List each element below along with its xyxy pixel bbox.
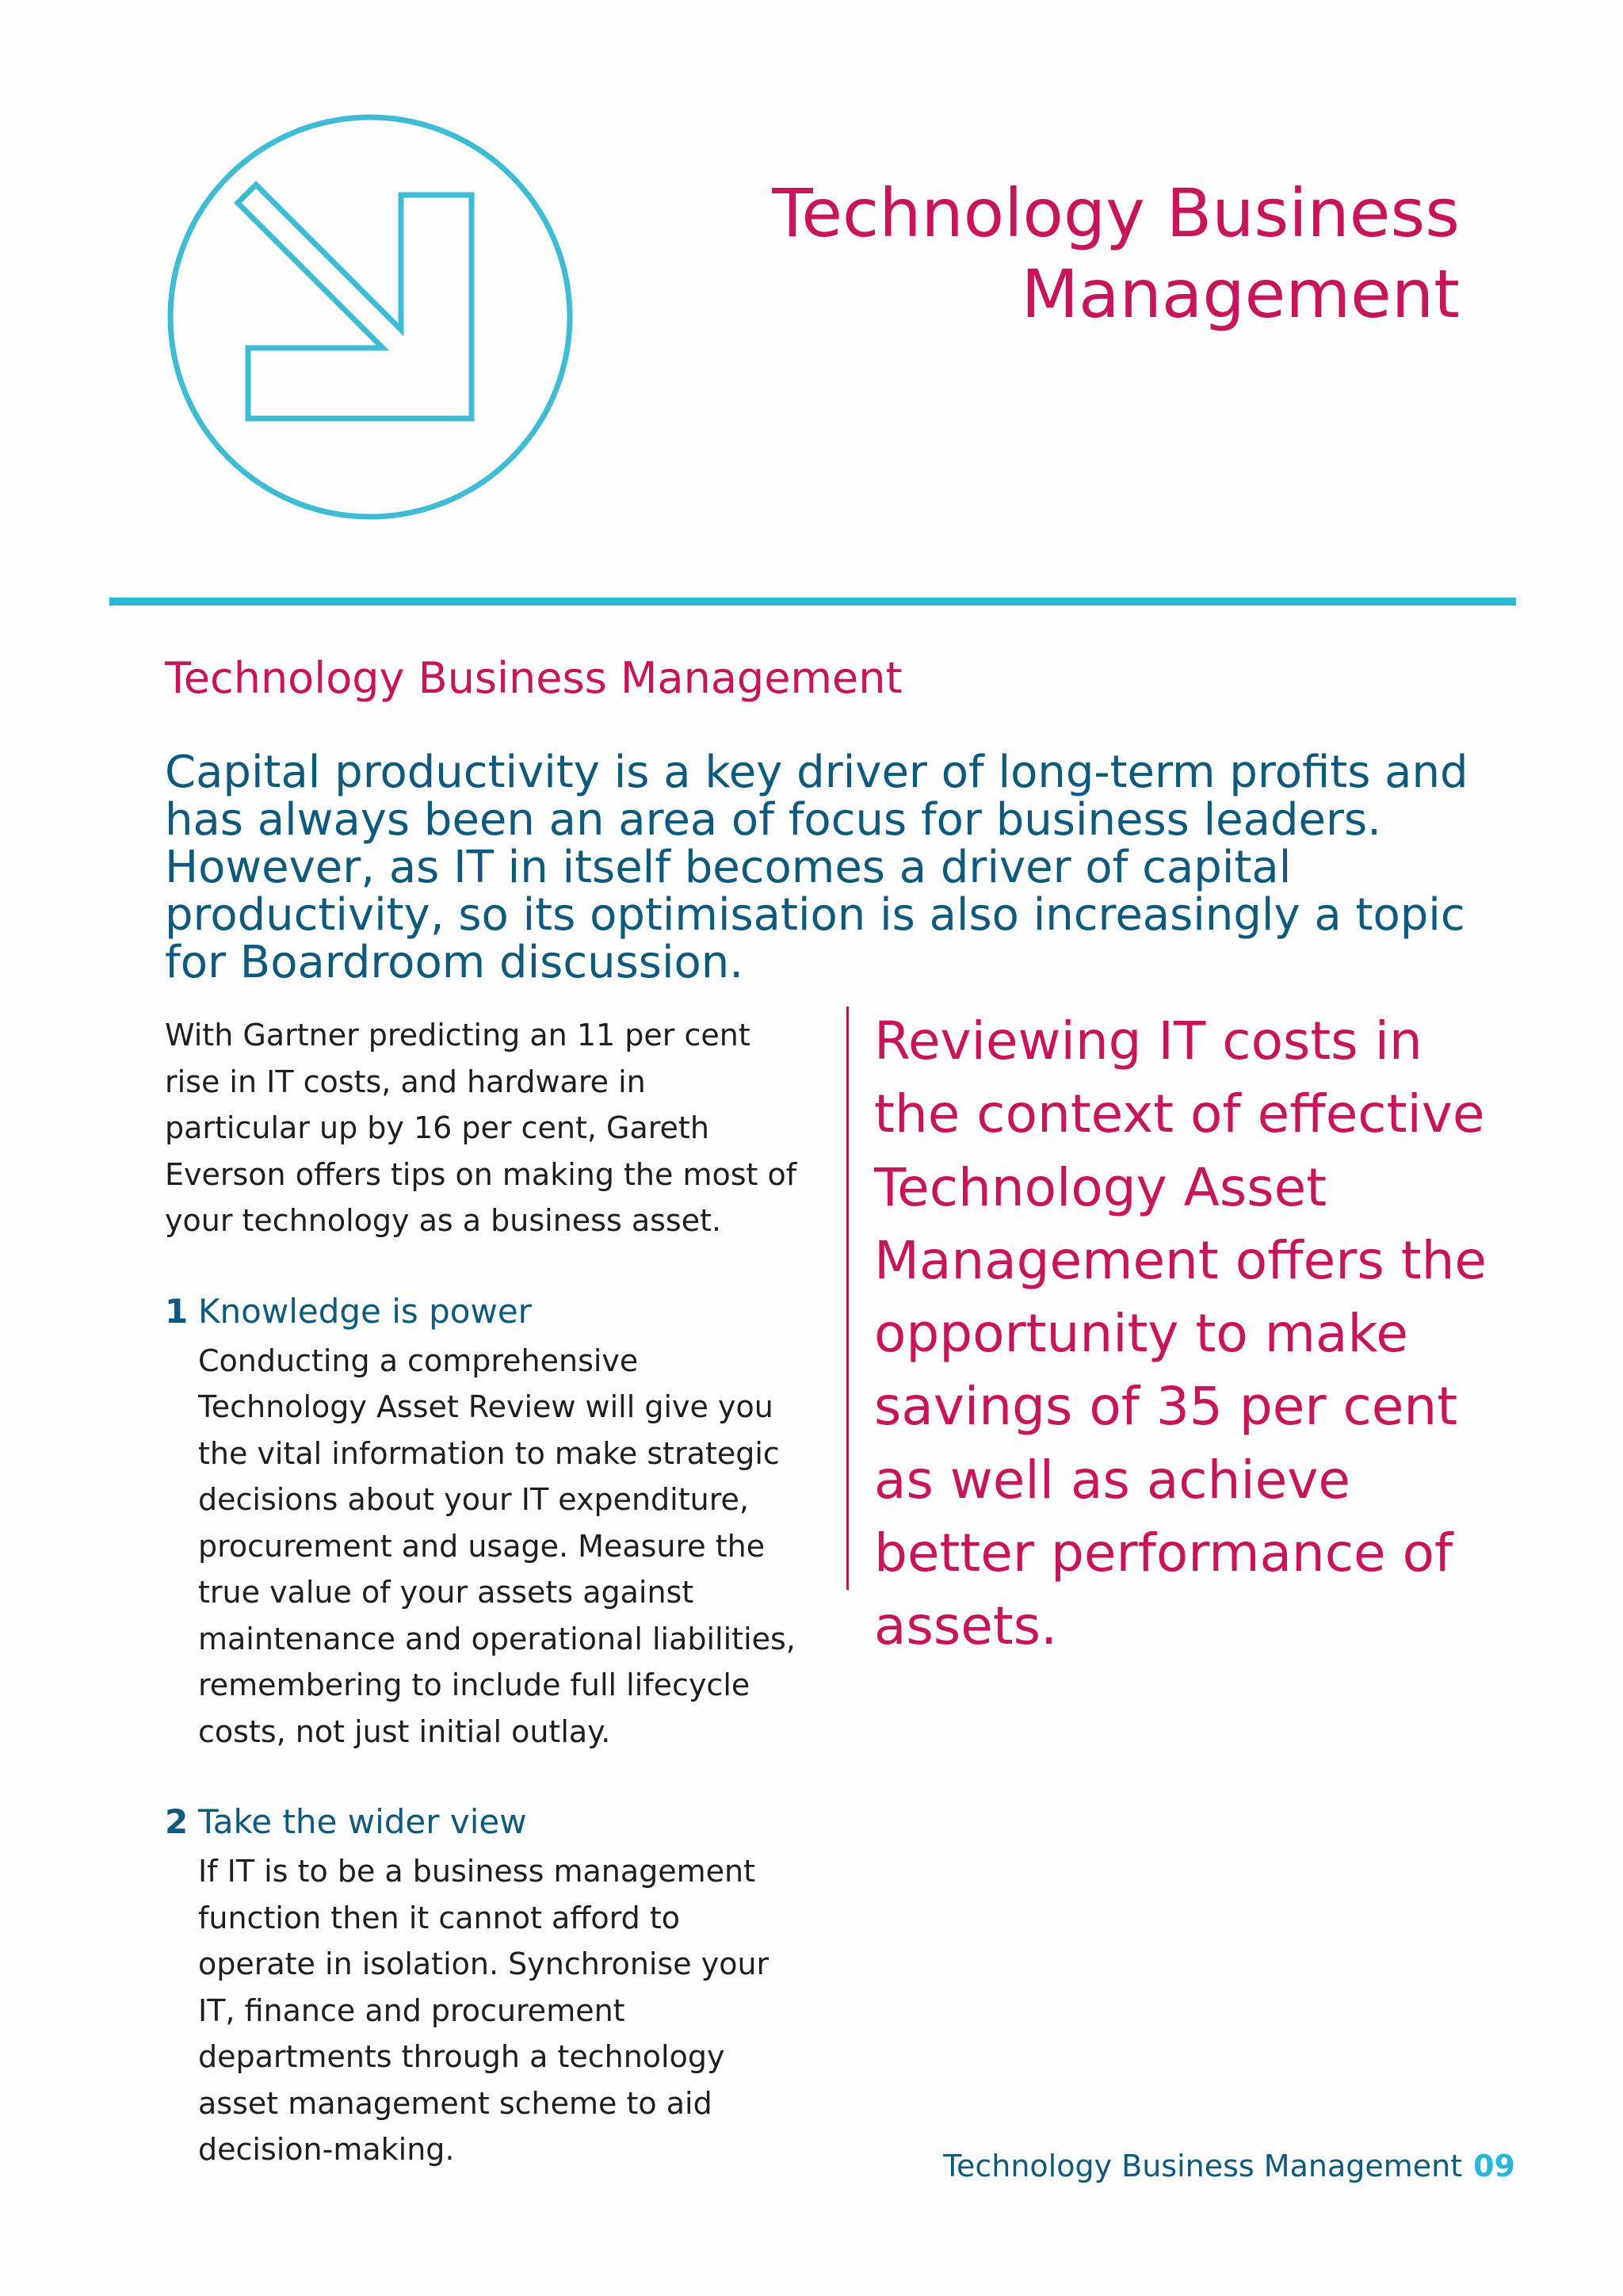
section-divider <box>109 598 1516 606</box>
tip-number: 1 <box>165 1291 189 1331</box>
intro-paragraph: Capital productivity is a key driver of long-term profits and has always been an area of focus for business leaders. However, as IT in itself becomes a driver of capital productivity, so its optimisation is also increasingly a topic for Boardroom discussion. <box>165 747 1468 988</box>
footer-label: Technology Business Management <box>943 2149 1463 2183</box>
tip-item <box>165 1799 799 2173</box>
page-number: 09 <box>1473 2149 1515 2183</box>
lead-paragraph: With Gartner predicting an 11 per cent rise in IT costs, and hardware in particular up by 16 per cent, Gareth Everson offers tips on making the most of your technology as a business asset. <box>165 1018 797 1238</box>
tip-body: If IT is to be a business management function then it cannot afford to operate in isolation. Synchronise your IT, finance and procurement departments through a technology asset management scheme to aid decision-making. <box>198 1854 769 2167</box>
tip-title: Knowledge is power <box>198 1291 532 1331</box>
section-title: Technology Business Management <box>165 653 903 703</box>
tip-heading <box>165 1289 799 1338</box>
tip-heading <box>165 1799 799 1848</box>
pull-quote: Reviewing IT costs in the context of effective Technology Asset Management offers the opportunity to make savings of 35 per cent as well as achieve better performance of assets. <box>874 1010 1487 1657</box>
article-column <box>165 1012 799 2173</box>
tip-body: Conducting a comprehensive Technology Asset Review will give you the vital information to make strategic decisions about your IT expenditure, procurement and usage. Measure the true value of your assets against maintenance and operational liabilities, remembering to include full lifecycle costs, not just initial outlay. <box>198 1343 796 1749</box>
page-footer <box>943 2145 1515 2187</box>
tip-title: Take the wider view <box>198 1802 527 1841</box>
page-title-line-1: Technology Business <box>772 174 1460 252</box>
page-title-line-2: Management <box>1021 255 1460 333</box>
tip-number: 2 <box>165 1802 189 1841</box>
pull-quote-rule <box>846 1007 849 1590</box>
arrow-down-right-circle-icon <box>162 109 579 525</box>
tip-item <box>165 1289 799 1755</box>
page-title <box>747 173 1460 334</box>
